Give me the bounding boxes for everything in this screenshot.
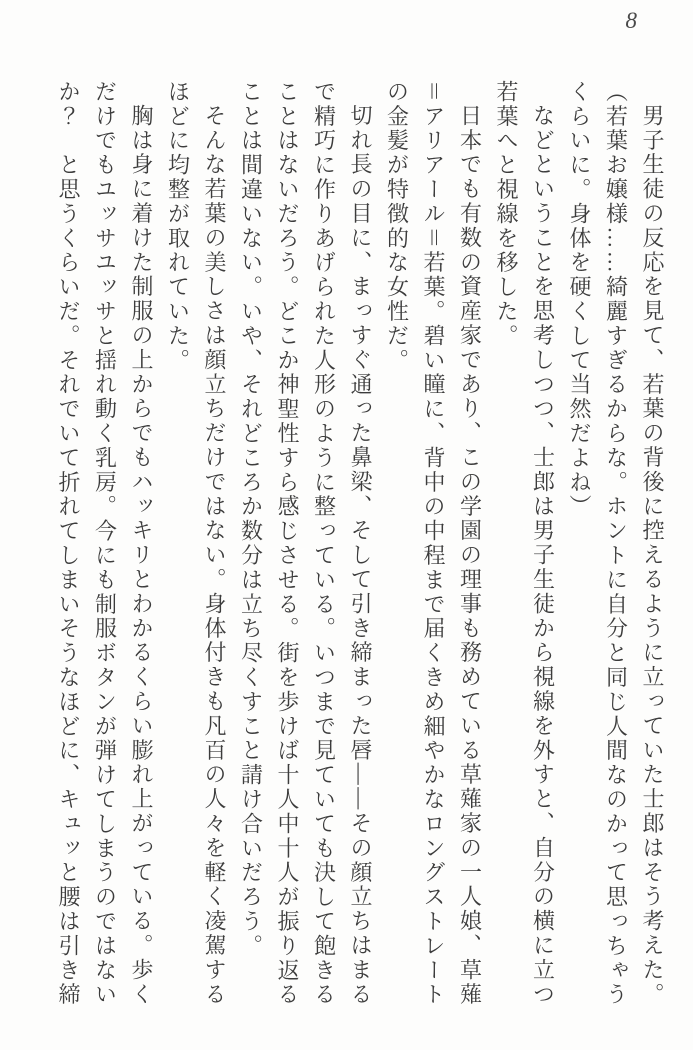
paragraph: 日本でも有数の資産家であり、この学園の理事も務めている草薙家の一人娘、草薙＝アリアール＝若葉。碧い瞳に、背中の中程まで届くきめ細やかなロングストレートの金髪が特徴的な女性だ。	[384, 80, 483, 1008]
paragraph: 男子生徒の反応を見て、若葉の背後に控えるように立っていた士郎はそう考えた。	[640, 104, 665, 1008]
paragraph: （若葉お嬢様……綺麗すぎるからな。ホントに自分と同じ人間なのかって思っちゃうくらいに。身体を硬くして当然だよね）	[567, 80, 629, 1008]
page-number: 8	[625, 8, 637, 33]
page-text	[46, 80, 670, 1014]
paragraph: などということを思考しつつ、士郎は男子生徒から視線を外すと、自分の横に立つ若葉へと視線を移した。	[494, 80, 556, 1008]
paragraph: そんな若葉の美しさは顔立ちだけではない。身体付きも凡百の人々を軽く凌駕するほどに均整が取れていた。	[165, 80, 227, 1008]
paragraph: 切れ長の目に、まっすぐ通った鼻梁、そして引き締まった唇――その顔立ちはまるで精巧に作りあげられた人形のように整っている。いつまで見ていても決して飽きることはないだろう。どこか神聖性すら感じさせる。街を歩けば十人中十人が振り返ることは間違いない。いや、それどころか数分は立ち尽くすこと請け合いだろう。	[238, 80, 373, 1008]
paragraph: 胸は身に着けた制服の上からでもハッキリとわかるくらい膨れ上がっている。歩くだけでもユッサユッサと揺れ動く乳房。今にも制服ボタンが弾けてしまうのではないか？ と思うくらいだ。それでいて折れてしまいそうなほどに、キュッと腰は引き締	[56, 80, 154, 1008]
